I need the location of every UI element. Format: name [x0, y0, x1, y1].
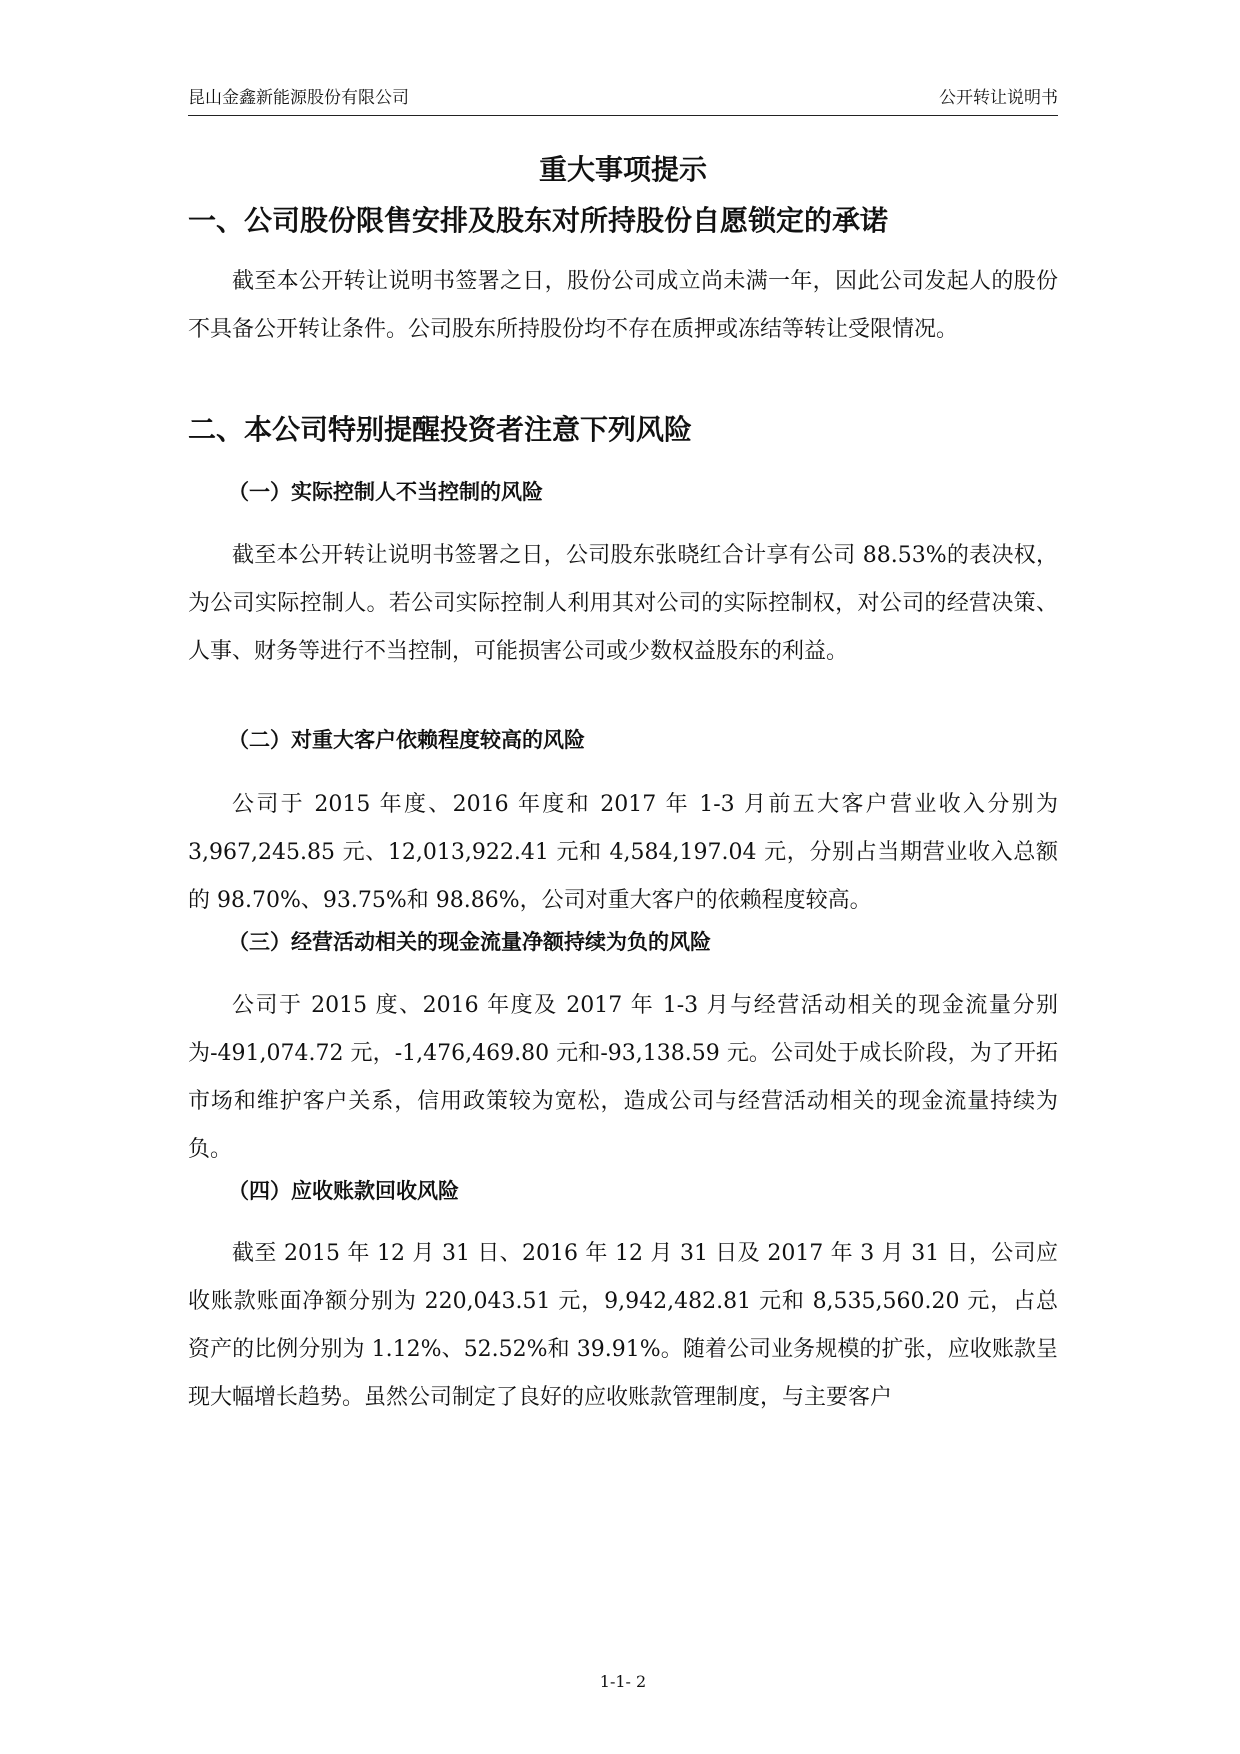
risk-2-heading: （二）对重大客户依赖程度较高的风险 — [228, 727, 585, 752]
header-company-name: 昆山金鑫新能源股份有限公司 — [188, 88, 409, 108]
page-header — [188, 82, 1058, 116]
risk-4-paragraph: 截至 2015 年 12 月 31 日、2016 年 12 月 31 日及 2017 年 3 月 31 日，公司应收账款账面净额分别为 220,043.51 元，9,942,482.81 元和 8,535,560.20 元，占总资产的比例分别为 1.12%、52.52%和 39.91%。随着公司业务规模的扩张，应收账款呈现大幅增长趋势。虽然公司制定了良好的应收账款管理制度，与主要客户 — [188, 1241, 1058, 1410]
risk-1-heading: （一）实际控制人不当控制的风险 — [228, 479, 543, 504]
section-2-heading: 二、本公司特别提醒投资者注意下列风险 — [188, 413, 693, 446]
risk-3-heading: （三）经营活动相关的现金流量净额持续为负的风险 — [228, 929, 711, 954]
header-document-type: 公开转让说明书 — [939, 88, 1058, 108]
risk-4-heading: （四）应收账款回收风险 — [228, 1178, 459, 1203]
section-1-heading: 一、公司股份限售安排及股东对所持股份自愿锁定的承诺 — [188, 204, 889, 237]
risk-1-paragraph: 截至本公开转让说明书签署之日，公司股东张晓红合计享有公司 88.53%的表决权，为公司实际控制人。若公司实际控制人利用其对公司的实际控制权，对公司的经营决策、人事、财务等进行不当控制，可能损害公司或少数权益股东的利益。 — [188, 543, 1058, 664]
risk-2-paragraph: 公司于 2015 年度、2016 年度和 2017 年 1-3 月前五大客户营业收入分别为3,967,245.85 元、12,013,922.41 元和 4,584,197.04 元，分别占当期营业收入总额的 98.70%、93.75%和 98.86%，公司对重大客户的依赖程度较高。 — [188, 792, 1058, 913]
page-title: 重大事项提示 — [538, 153, 707, 186]
page-number: 1-1- 2 — [599, 1672, 647, 1691]
section-1-paragraph: 截至本公开转让说明书签署之日，股份公司成立尚未满一年，因此公司发起人的股份不具备公开转让条件。公司股东所持股份均不存在质押或冻结等转让受限情况。 — [188, 269, 1058, 342]
risk-3-paragraph: 公司于 2015 度、2016 年度及 2017 年 1-3 月与经营活动相关的现金流量分别为-491,074.72 元，-1,476,469.80 元和-93,138.59 元。公司处于成长阶段，为了开拓市场和维护客户关系，信用政策较为宽松，造成公司与经营活动相关的现金流量持续为负。 — [188, 993, 1058, 1162]
